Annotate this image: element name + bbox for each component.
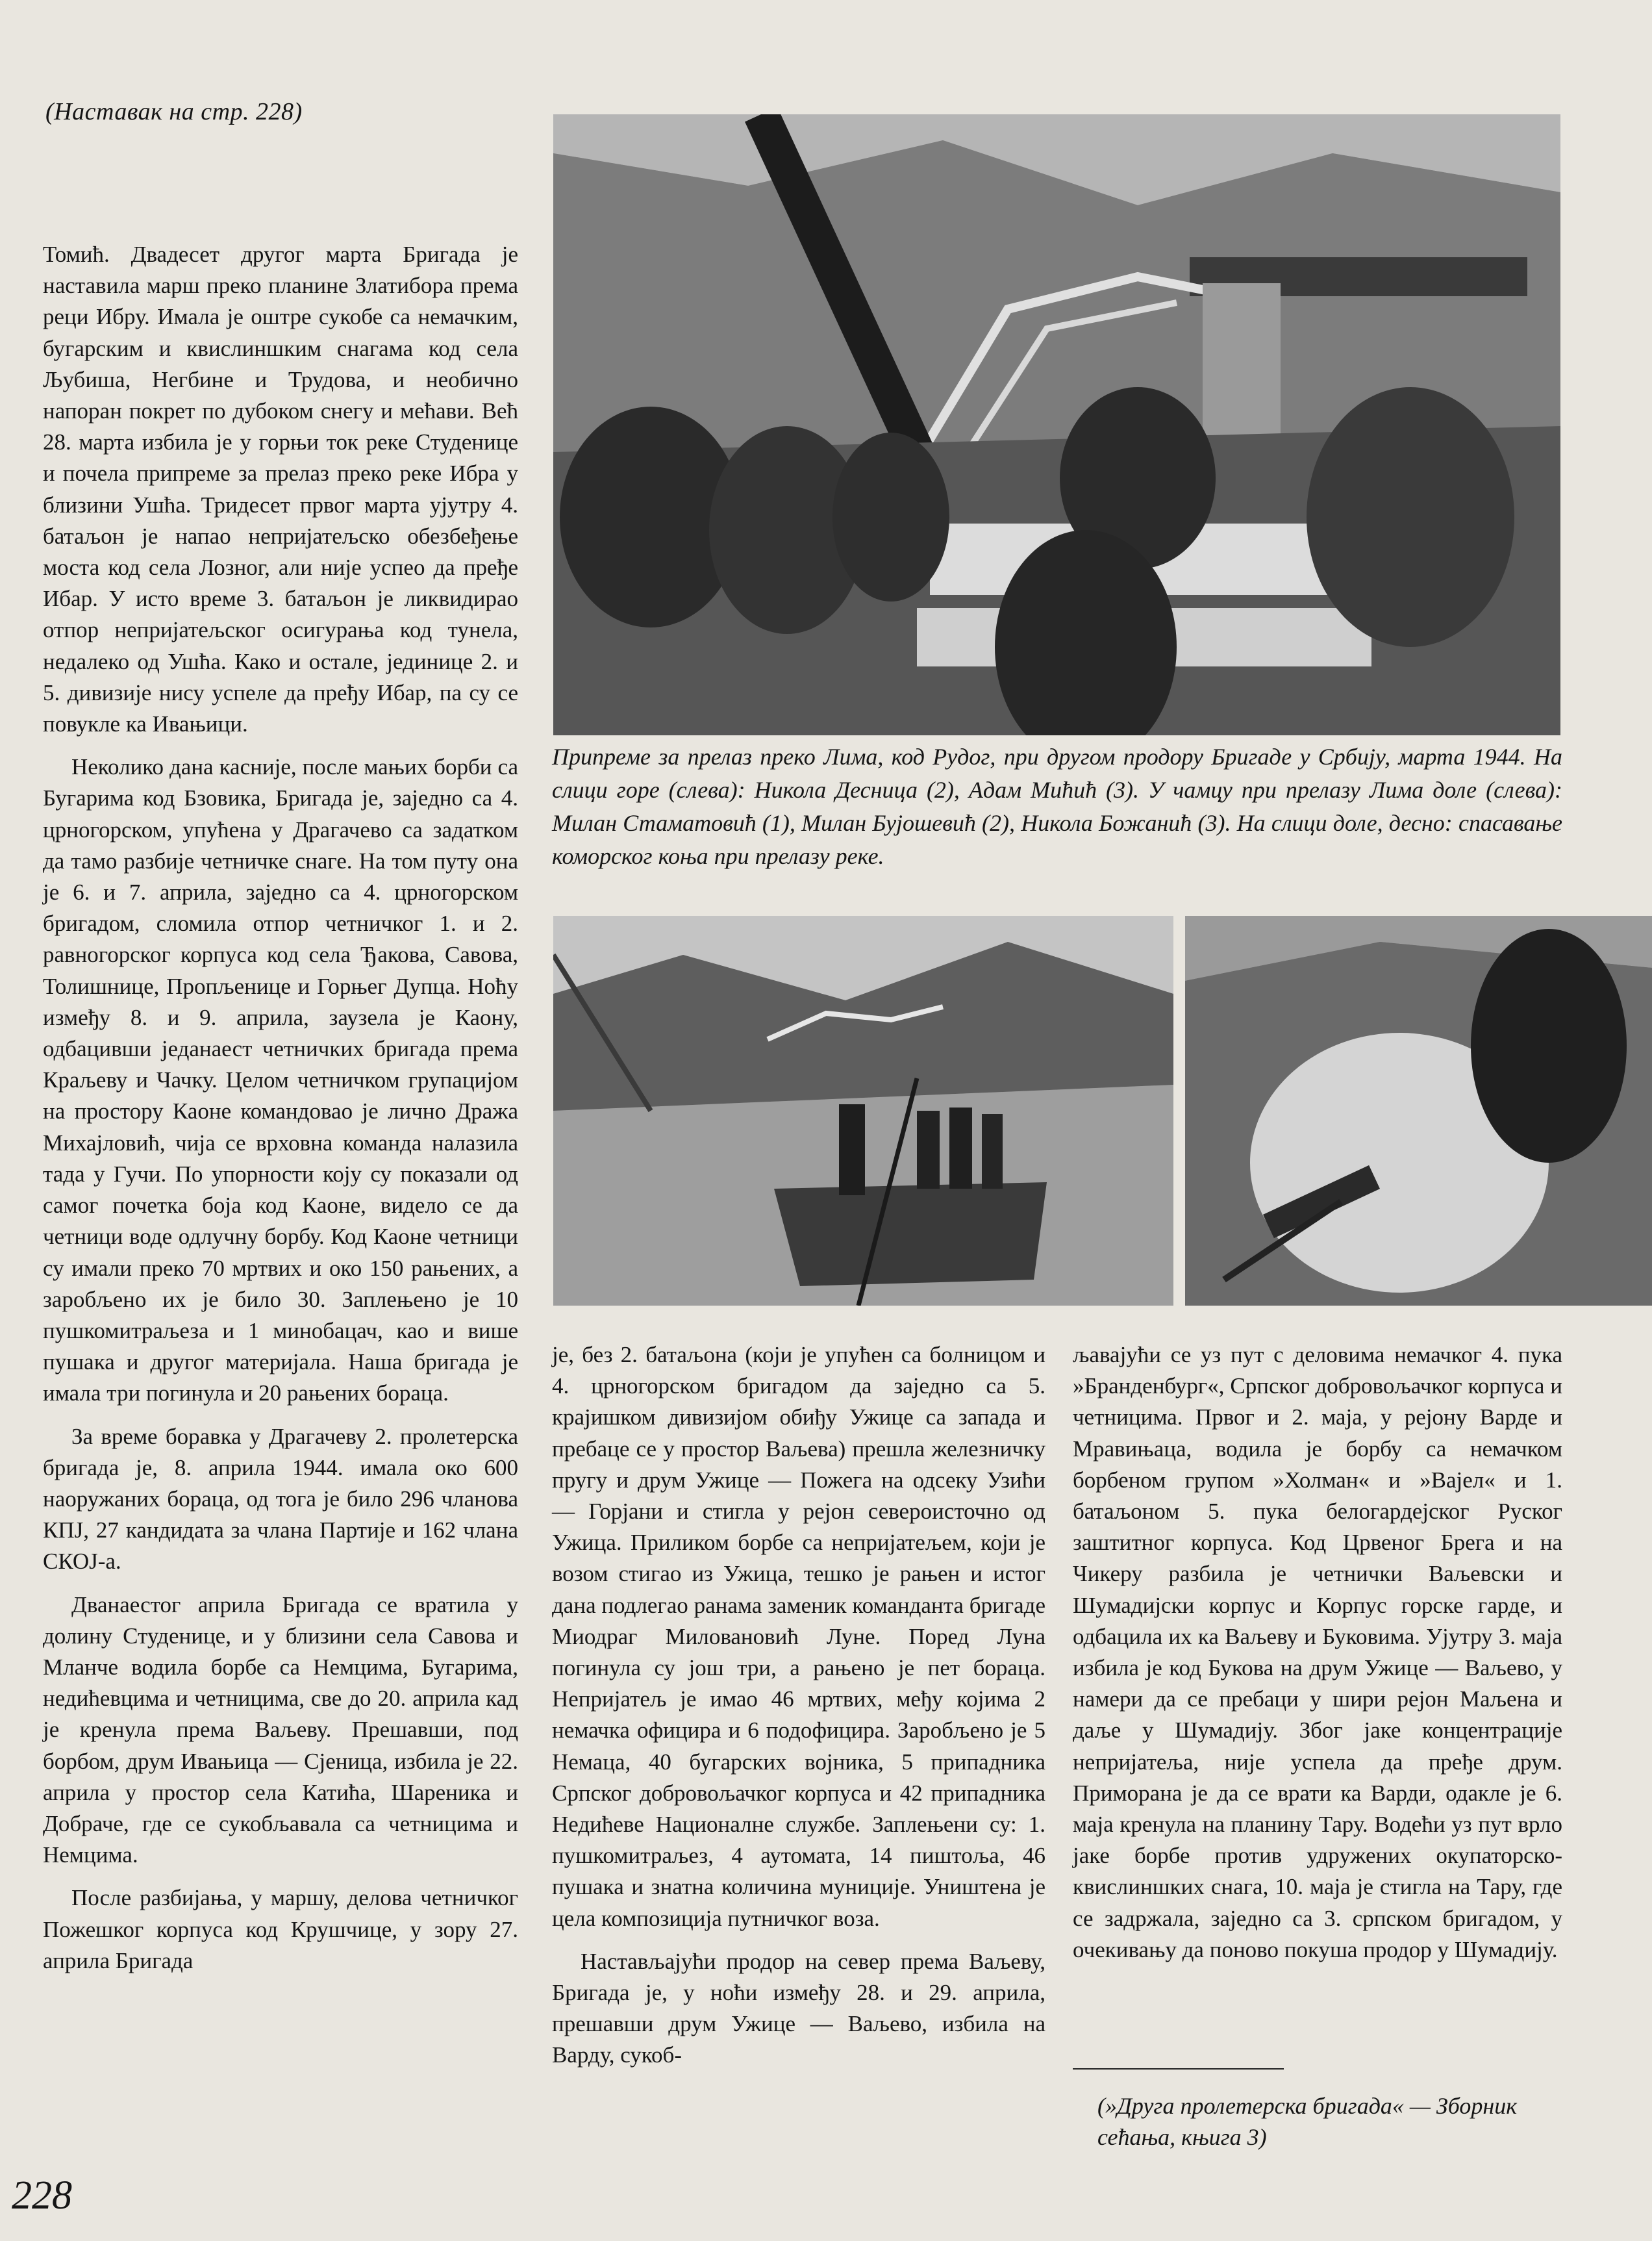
photo-horse-rescue-drawing — [1185, 916, 1652, 1306]
text-column-right — [1073, 1339, 1562, 1977]
source-citation: (»Друга пролетерска бригада« — Зборник сећања, књига 3) — [1097, 2093, 1518, 2150]
continuation-note: (Наставак на стр. 228) — [45, 98, 303, 125]
paragraph: После разбијања, у маршу, делова четничког Пожешког корпуса код Крушчице, у зору 27. априла Бригада — [43, 1885, 518, 1973]
footnote-divider — [1073, 2068, 1284, 2070]
photo-horse-rescue — [1185, 916, 1652, 1306]
paragraph: Томић. Двадесет другог марта Бригада је наставила марш преко планине Златибора према реци Ибру. Имала је оштре сукобе са немачким, бугарским и квислиншким снагама код села Љубиша, Негбине и Трудова, и необично напоран покрет по дубоком снегу и мећави. Већ 28. марта избила је у горњи ток реке Студенице и почела припреме за прелаз преко реке Ибра у близини Ушћа. Тридесет првог марта ујутру 4. батаљон је напао непријатељско обезбеђење моста код села Лозног, али није успео да пређе Ибар. У исто време 3. батаљон је ликвидирао отпор непријатељског осигурања код тунела, недалеко од Ушћа. Како и остале, јединице 2. и 5. дивизије нису успеле да пређу Ибар, па су се повукле ка Ивањици. — [43, 242, 518, 737]
paragraph: Неколико дана касније, после мањих борби са Бугарима код Бзовика, Бригада је, заједно са 4. црногорском, упућена у Драгачево са задатком да тамо разбије четничке снаге. На том путу она је 6. и 7. априла, заједно са 4. црногорском бригадом, сломила отпор четничког 1. и 2. равногорског корпуса код села Ђакова, Савова, Толишнице, Пропљенице и Горњег Дупца. Ноћу између 8. и 9. априла, заузела је Каону, одбацивши једанаест четничких бригада према Краљеву и Чачку. Целом четничком групацијом на простору Каоне командовао је лично Дража Михајловић, чија се врховна команда налазила тада у Гучи. По упорности коју су показали од самог почетка боја код Каоне, видело се да четници воде одлучну борбу. Код Каоне четници су имали преко 70 мртвих и око 150 рањених, а заробљено их је било 30. Заплењено је 10 пушкомитраљеза и 1 минобацач, као и више пушака и другог материјала. Наша бригада је имала три погинула и 20 рањених бораца. — [43, 754, 518, 1406]
page-number: 228 — [12, 2173, 72, 2218]
paragraph: Настављајући продор на север према Ваљеву, Бригада је, у ноћи између 28. и 29. априла, прешавши друм Ужице — Ваљево, избила на Варду, сукоб- — [552, 1948, 1045, 2068]
text-column-middle — [552, 1339, 1045, 2083]
photo-bridge-crossing-drawing — [553, 114, 1560, 735]
paragraph: љавајући се уз пут с деловима немачког 4. пука »Бранденбург«, Српског добровољачког корпуса и четницима. Првог и 2. маја, у рејону Варде и Мравињаца, водила је борбу са немачком борбеном групом »Холман« и »Вајел« и 1. батаљоном 5. пука белогардејског Руског заштитног корпуса. Код Црвеног Брега и на Чикеру разбила је четнички Ваљевски и Шумадијски корпус и Корпус горске гарде, и одбацила их ка Ваљеву и Буковима. Ујутру 3. маја избила је код Букова на друм Ужице — Ваљево, у намери да се пребаци у шири рејон Маљена и даље у Шумадију. Због јаке концентрације непријатеља, није успела да пређе друм. Приморана је да се врати ка Варди, одакле је 6. маја кренула на планину Тару. Водећи уз пут врло јаке борбе против удружених окупаторско-квислиншких снага, 10. маја је стигла на Тару, где се задржала, заједно са 3. српском бригадом, у очекивању да поново покуша продор у Шумадију. — [1073, 1342, 1562, 1962]
photo-boat-crossing-drawing — [553, 916, 1173, 1306]
text-column-left — [43, 239, 518, 1988]
photo-bridge-crossing — [553, 114, 1560, 735]
photo-caption: Припреме за прелаз преко Лима, код Рудог, при другом продору Бригаде у Србију, марта 1944. На слици горе (слева): Никола Десница (2), Адам Мићић (3). У чамцу при прелазу Лима доле (слева): Милан Стаматовић (1), Милан Бујошевић (2), Никола Божанић (3). На слици доле, десно: спасавање коморског коња при прелазу реке. — [552, 744, 1562, 869]
paragraph: је, без 2. батаљона (који је упућен са болницом и 4. црногорском бригадом да заједно са 5. крајишком дивизијом обиђу Ужице са запада и пребаце се у простор Ваљева) прешла железничку пругу и друм Ужице — Пожега на одсеку Узићи — Горјани и стигла у рејон североисточно од Ужица. Приликом борбе са непријатељем, који је возом стигао из Ужица, тешко је рањен и истог дана подлегао ранама заменик команданта бригаде Миодраг Миловановић Луне. Поред Луна погинула су још три, а рањено је пет бораца. Непријатељ је имао 46 мртвих, међу којима 2 немачка официра и 6 подофицира. Заробљено је 5 Немаца, 40 бугарских војника, 5 припадника Српског добровољачког корпуса и 42 припадника Недићеве Националне службе. Заплењени су: 1. пушкомитраљез, 4 аутомата, 14 пиштоља, 46 пушака и знатна количина муниције. Уништена је цела композиција путничког воза. — [552, 1342, 1045, 1931]
paragraph: За време боравка у Драгачеву 2. пролетерска бригада је, 8. априла 1944. имала око 600 наоружаних бораца, од тога је било 296 чланова КПЈ, 27 кандидата за члана Партије и 162 члана СКОЈ-а. — [43, 1423, 518, 1575]
paragraph: Дванаестог априла Бригада се вратила у долину Студенице, и у близини села Савова и Мланче водила борбе са Немцима, Бугарима, недићевцима и четницима, све до 20. априла кад је кренула према Ваљеву. Прешавши, под борбом, друм Ивањица — Сјеница, избила је 22. априла у простор села Катића, Шареника и Добраче, где се сукобљавала са четницима и Немцима. — [43, 1591, 518, 1868]
photo-boat-crossing — [553, 916, 1173, 1306]
